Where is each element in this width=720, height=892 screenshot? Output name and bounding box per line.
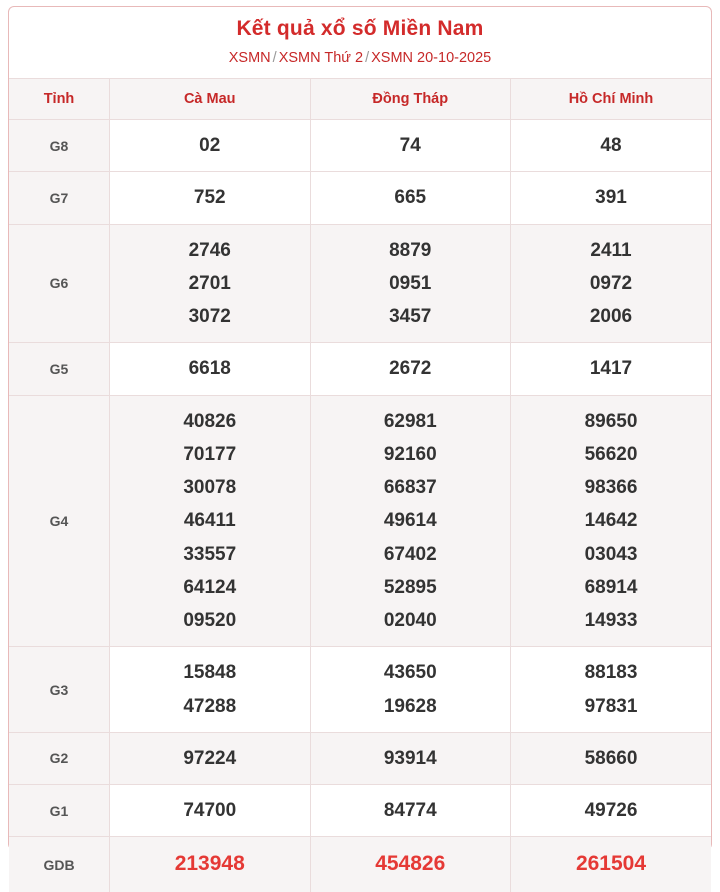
prize-numbers bbox=[511, 343, 712, 395]
prize-label: GDB bbox=[9, 837, 110, 892]
lottery-number: 391 bbox=[515, 181, 707, 214]
page-title: Kết quả xổ số Miền Nam bbox=[9, 7, 711, 41]
lottery-number: 3457 bbox=[315, 300, 507, 333]
column-header-dong-thap: Đồng Tháp bbox=[310, 79, 511, 120]
lottery-number: 93914 bbox=[315, 742, 507, 775]
prize-numbers bbox=[310, 785, 511, 837]
lottery-number: 40826 bbox=[114, 405, 306, 438]
prize-label: G2 bbox=[9, 732, 110, 784]
lottery-number: 58660 bbox=[515, 742, 707, 775]
table-header bbox=[9, 79, 711, 120]
lottery-number: 8879 bbox=[315, 234, 507, 267]
lottery-number: 1417 bbox=[515, 352, 707, 385]
prize-numbers bbox=[511, 732, 712, 784]
lottery-number: 68914 bbox=[515, 571, 707, 604]
breadcrumb-item-xsmn[interactable]: XSMN bbox=[229, 50, 271, 66]
lottery-number: 02040 bbox=[315, 604, 507, 637]
lottery-number: 92160 bbox=[315, 438, 507, 471]
lottery-number: 74 bbox=[315, 129, 507, 162]
breadcrumb-separator-1: / bbox=[271, 50, 279, 66]
lottery-number: 70177 bbox=[114, 438, 306, 471]
lottery-number: 19628 bbox=[315, 690, 507, 723]
lottery-number: 67402 bbox=[315, 538, 507, 571]
lottery-number: 6618 bbox=[114, 352, 306, 385]
prize-numbers bbox=[511, 172, 712, 224]
lottery-number: 74700 bbox=[114, 794, 306, 827]
lottery-number: 97224 bbox=[114, 742, 306, 775]
results-table bbox=[9, 78, 711, 892]
prize-label: G8 bbox=[9, 120, 110, 172]
lottery-number: 43650 bbox=[315, 656, 507, 689]
lottery-number: 09520 bbox=[114, 604, 306, 637]
prize-numbers bbox=[310, 172, 511, 224]
lottery-number: 0951 bbox=[315, 267, 507, 300]
lottery-number: 213948 bbox=[114, 846, 306, 883]
prize-numbers bbox=[310, 120, 511, 172]
lottery-number: 46411 bbox=[114, 504, 306, 537]
lottery-number: 97831 bbox=[515, 690, 707, 723]
prize-numbers bbox=[511, 647, 712, 733]
prize-numbers-special bbox=[310, 837, 511, 892]
lottery-number: 88183 bbox=[515, 656, 707, 689]
lottery-number: 2006 bbox=[515, 300, 707, 333]
lottery-number: 454826 bbox=[315, 846, 507, 883]
prize-numbers bbox=[110, 172, 311, 224]
breadcrumb-separator-2: / bbox=[363, 50, 371, 66]
table-row bbox=[9, 647, 711, 733]
lottery-number: 49726 bbox=[515, 794, 707, 827]
table-body bbox=[9, 120, 711, 892]
lottery-number: 2672 bbox=[315, 352, 507, 385]
lottery-number: 14933 bbox=[515, 604, 707, 637]
prize-numbers bbox=[110, 647, 311, 733]
prize-numbers-special bbox=[511, 837, 712, 892]
prize-numbers bbox=[110, 120, 311, 172]
prize-numbers bbox=[110, 224, 311, 343]
column-header-ho-chi-minh: Hồ Chí Minh bbox=[511, 79, 712, 120]
lottery-number: 52895 bbox=[315, 571, 507, 604]
lottery-number: 2701 bbox=[114, 267, 306, 300]
table-row bbox=[9, 732, 711, 784]
lottery-number: 62981 bbox=[315, 405, 507, 438]
prize-numbers bbox=[110, 785, 311, 837]
column-header-ca-mau: Cà Mau bbox=[110, 79, 311, 120]
lottery-number: 14642 bbox=[515, 504, 707, 537]
table-row bbox=[9, 785, 711, 837]
prize-label: G5 bbox=[9, 343, 110, 395]
lottery-number: 98366 bbox=[515, 471, 707, 504]
lottery-number: 752 bbox=[114, 181, 306, 214]
lottery-number: 3072 bbox=[114, 300, 306, 333]
lottery-number: 89650 bbox=[515, 405, 707, 438]
prize-numbers bbox=[511, 120, 712, 172]
prize-numbers bbox=[310, 343, 511, 395]
prize-numbers bbox=[310, 647, 511, 733]
breadcrumb bbox=[9, 41, 711, 78]
column-header-province: Tỉnh bbox=[9, 79, 110, 120]
lottery-number: 2746 bbox=[114, 234, 306, 267]
lottery-number: 30078 bbox=[114, 471, 306, 504]
lottery-number: 02 bbox=[114, 129, 306, 162]
lottery-number: 0972 bbox=[515, 267, 707, 300]
prize-numbers bbox=[511, 224, 712, 343]
lottery-number: 48 bbox=[515, 129, 707, 162]
prize-numbers bbox=[110, 395, 311, 647]
table-row bbox=[9, 837, 711, 892]
lottery-number: 2411 bbox=[515, 234, 707, 267]
lottery-number: 47288 bbox=[114, 690, 306, 723]
table-row bbox=[9, 172, 711, 224]
prize-numbers bbox=[310, 395, 511, 647]
lottery-number: 84774 bbox=[315, 794, 507, 827]
breadcrumb-item-xsmn-thu-2[interactable]: XSMN Thứ 2 bbox=[279, 50, 363, 66]
prize-numbers bbox=[310, 224, 511, 343]
lottery-number: 03043 bbox=[515, 538, 707, 571]
table-header-row bbox=[9, 79, 711, 120]
prize-label: G4 bbox=[9, 395, 110, 647]
breadcrumb-item-xsmn-date[interactable]: XSMN 20-10-2025 bbox=[371, 50, 491, 66]
lottery-number: 665 bbox=[315, 181, 507, 214]
prize-numbers bbox=[511, 785, 712, 837]
prize-numbers-special bbox=[110, 837, 311, 892]
prize-numbers bbox=[511, 395, 712, 647]
lottery-number: 15848 bbox=[114, 656, 306, 689]
prize-label: G3 bbox=[9, 647, 110, 733]
lottery-number: 261504 bbox=[515, 846, 707, 883]
prize-numbers bbox=[310, 732, 511, 784]
table-row bbox=[9, 120, 711, 172]
table-row bbox=[9, 395, 711, 647]
table-row bbox=[9, 343, 711, 395]
prize-label: G6 bbox=[9, 224, 110, 343]
lottery-number: 56620 bbox=[515, 438, 707, 471]
lottery-result-card bbox=[8, 6, 712, 850]
lottery-number: 64124 bbox=[114, 571, 306, 604]
lottery-number: 49614 bbox=[315, 504, 507, 537]
prize-numbers bbox=[110, 732, 311, 784]
prize-label: G1 bbox=[9, 785, 110, 837]
lottery-number: 33557 bbox=[114, 538, 306, 571]
prize-label: G7 bbox=[9, 172, 110, 224]
lottery-number: 66837 bbox=[315, 471, 507, 504]
prize-numbers bbox=[110, 343, 311, 395]
table-row bbox=[9, 224, 711, 343]
